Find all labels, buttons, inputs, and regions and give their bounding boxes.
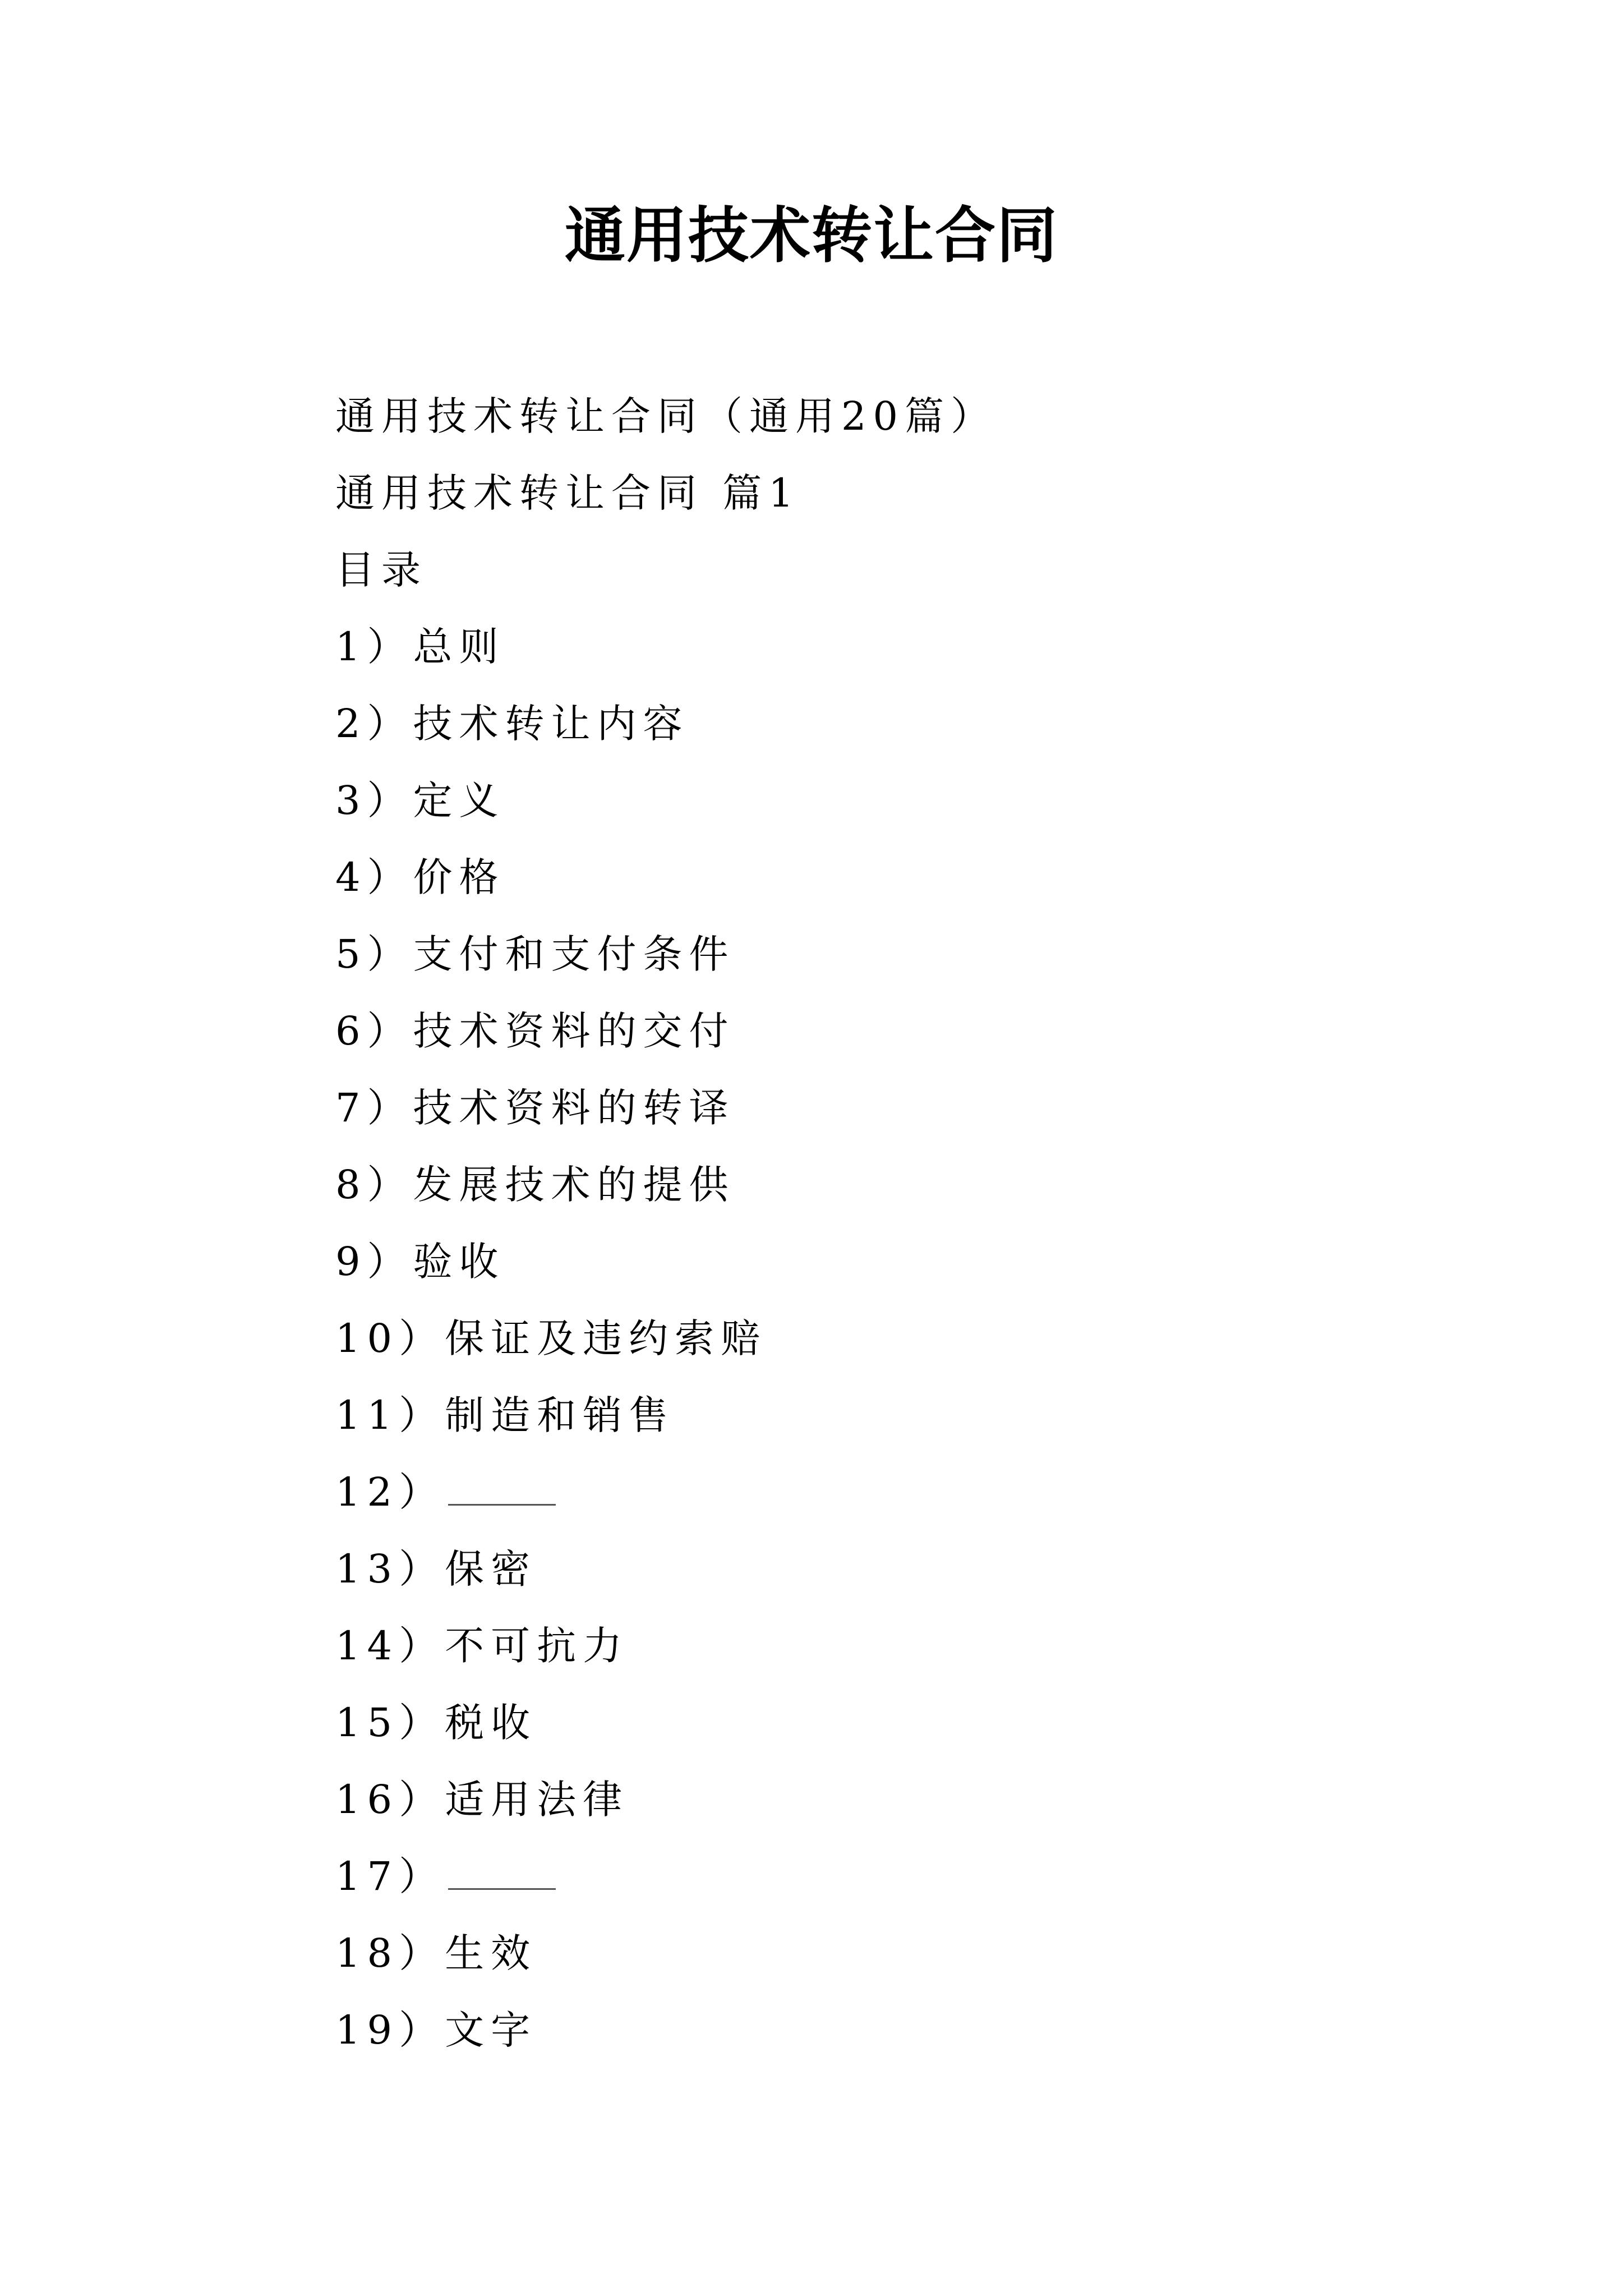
toc-item: 9）验收: [335, 1239, 505, 1285]
toc-item: 2）技术转让内容: [335, 701, 689, 747]
blank-underline: [448, 1856, 556, 1890]
toc-item: 13）保密: [335, 1546, 537, 1592]
blank-underline: [448, 1471, 556, 1506]
toc-item: 16）适用法律: [335, 1777, 629, 1823]
toc-item-blank: [335, 1838, 1513, 1915]
toc-item: 11）制造和销售: [335, 1392, 675, 1438]
toc-item: 3）定义: [335, 777, 505, 823]
toc-item: 6）技术资料的交付: [335, 1008, 735, 1054]
toc-item: 8）发展技术的提供: [335, 1162, 735, 1208]
toc-item-blank: [335, 1454, 1513, 1531]
document-subtitle: 通用技术转让合同（通用20篇）: [335, 393, 997, 439]
toc-item-number: 17）: [335, 1853, 445, 1899]
toc-item: 14）不可抗力: [335, 1623, 629, 1669]
toc-item: 15）税收: [335, 1700, 537, 1746]
toc-item: 18）生效: [335, 1930, 537, 1976]
toc-item: 10）保证及违约索赔: [335, 1315, 767, 1361]
document-title: 通用技术转让合同: [564, 200, 1058, 271]
toc-item: 1）总则: [335, 624, 505, 670]
section-heading: 通用技术转让合同 篇1: [335, 470, 800, 516]
toc-item: 5）支付和支付条件: [335, 931, 735, 977]
toc-heading: 目录: [335, 547, 427, 593]
toc-item: 4）价格: [335, 854, 505, 900]
document-body: [335, 378, 1513, 2069]
toc-item: 19）文字: [335, 2007, 537, 2053]
toc-item: 7）技术资料的转译: [335, 1085, 735, 1131]
toc-item-number: 12）: [335, 1469, 445, 1515]
